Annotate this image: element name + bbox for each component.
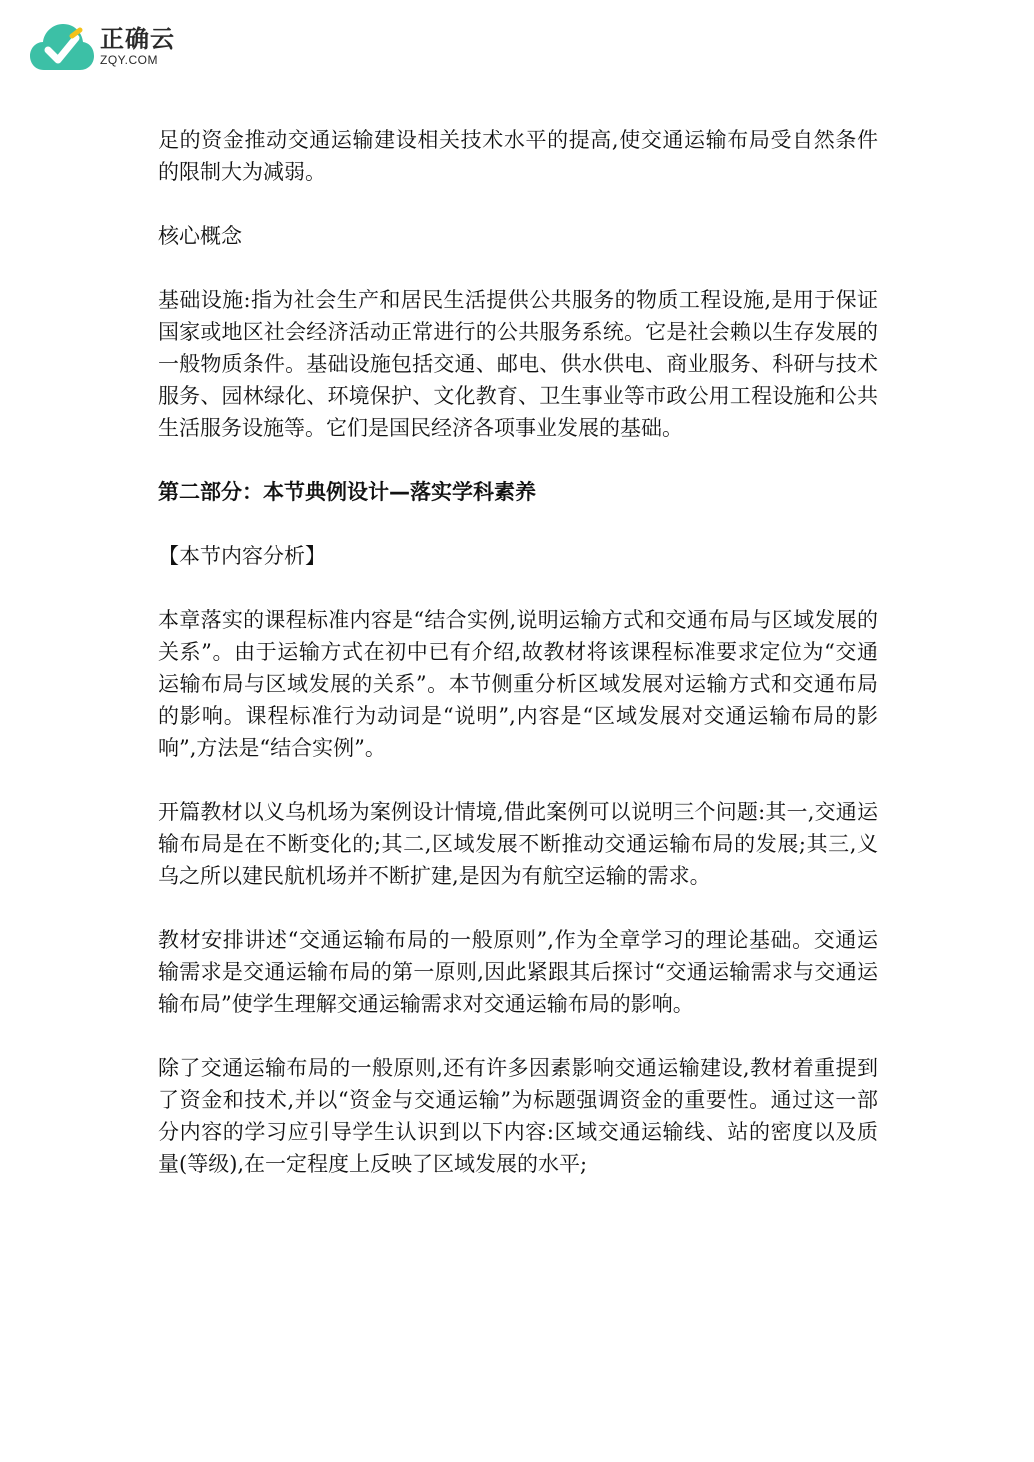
paragraph-curriculum: 本章落实的课程标准内容是“结合实例,说明运输方式和交通布局与区域发展的关系”。由于运输方式在初中已有介绍,故教材将该课程标准要求定位为“交通运输布局与区域发展的关系”。本节侧重分析区域发展对运输方式和交通布局的影响。课程标准行为动词是“说明”,内容是“区域发展对交通运输布局的影响”,方法是“结合实例”。 — [158, 608, 878, 760]
paragraph-funding: 除了交通运输布局的一般原则,还有许多因素影响交通运输建设,教材着重提到了资金和技术,并以“资金与交通运输”为标题强调资金的重要性。通过这一部分内容的学习应引导学生认识到以下内容:区域交通运输线、站的密度以及质量(等级),在一定程度上反映了区域发展的水平; — [158, 1056, 878, 1176]
paragraph-content-analysis-label: 【本节内容分析】 — [158, 544, 326, 568]
logo-name: 正确云 — [100, 24, 175, 53]
paragraph-core-concept: 核心概念 — [158, 224, 242, 248]
paragraph-principles: 教材安排讲述“交通运输布局的一般原则”,作为全章学习的理论基础。交通运输需求是交通运输布局的第一原则,因此紧跟其后探讨“交通运输需求与交通运输布局”使学生理解交通运输需求对交通运输布局的影响。 — [158, 928, 878, 1016]
paragraph-infrastructure: 基础设施:指为社会生产和居民生活提供公共服务的物质工程设施,是用于保证国家或地区社会经济活动正常进行的公共服务系统。它是社会赖以生存发展的一般物质条件。基础设施包括交通、邮电、供水供电、商业服务、科研与技术服务、园林绿化、环境保护、文化教育、卫生事业等市政公用工程设施和公共生活服务设施等。它们是国民经济各项事业发展的基础。 — [158, 288, 878, 440]
brand-logo — [28, 20, 175, 72]
section-heading: 第二部分：本节典例设计—落实学科素养 — [158, 480, 536, 504]
document-body — [158, 124, 878, 1212]
paragraph-yiwu-case: 开篇教材以义乌机场为案例设计情境,借此案例可以说明三个问题:其一,交通运输布局是在不断变化的;其二,区域发展不断推动交通运输布局的发展;其三,义乌之所以建民航机场并不断扩建,是因为有航空运输的需求。 — [158, 800, 878, 888]
cloud-check-icon — [28, 20, 96, 72]
logo-domain: ZQY.COM — [100, 52, 158, 67]
paragraph-1: 足的资金推动交通运输建设相关技术水平的提高,使交通运输布局受自然条件的限制大为减弱。 — [158, 128, 878, 184]
